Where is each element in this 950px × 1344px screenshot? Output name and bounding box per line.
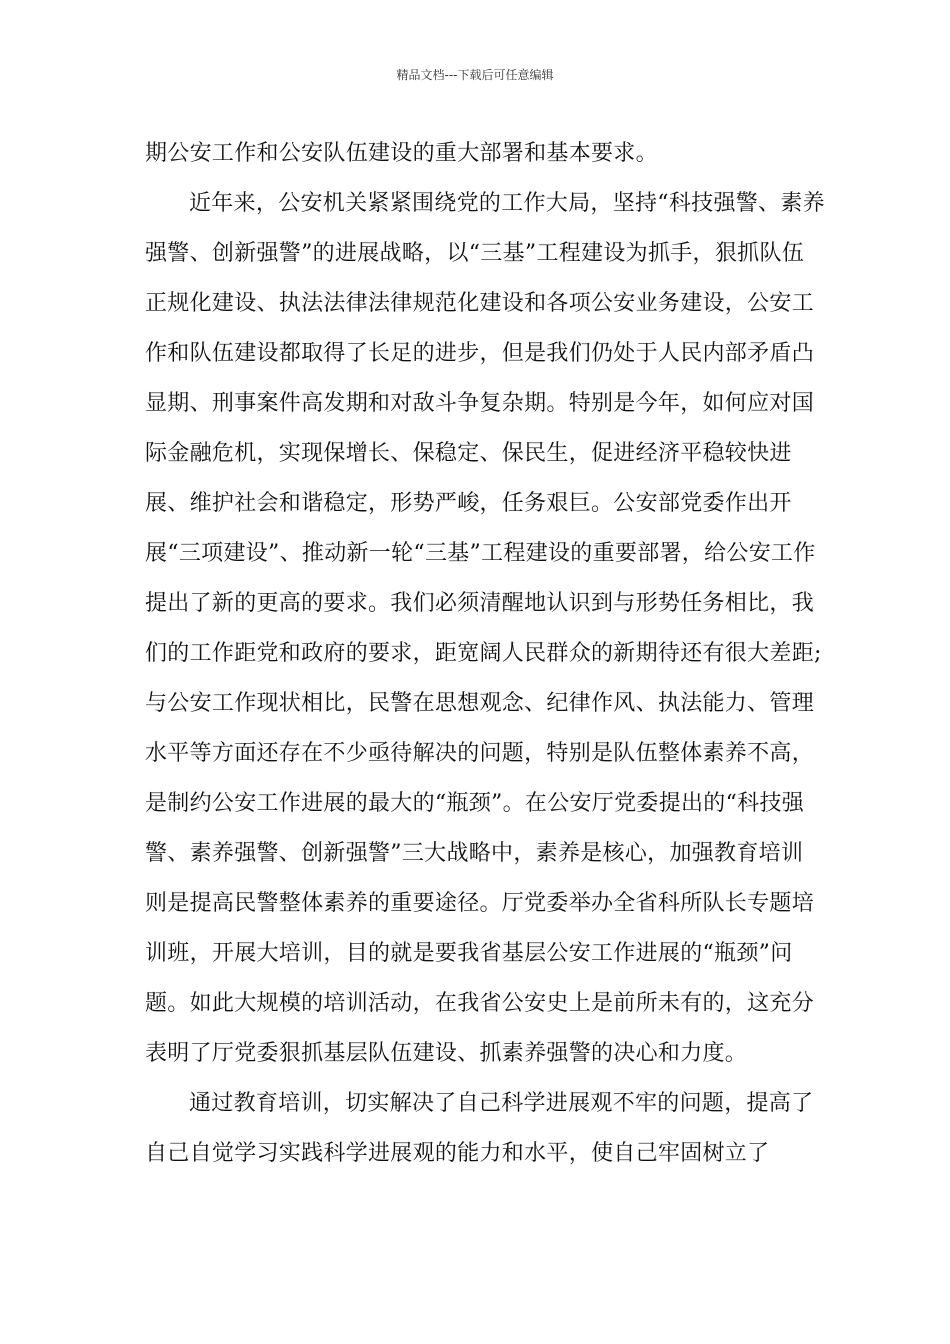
paragraph-1: 期公安工作和公安队伍建设的重大部署和基本要求。 <box>145 141 658 166</box>
document-body <box>145 129 825 1179</box>
paragraph-2: 近年来，公安机关紧紧围绕党的工作大局，坚持“科技强警、素养强警、创新强警”的进展战略，以“三基”工程建设为抓手，狠抓队伍正规化建设、执法法律法律规范化建设和各项公安业务建设，公安工作和队伍建设都取得了长足的进步，但是我们仍处于人民内部矛盾凸显期、刑事案件高发期和对敌斗争复杂期。特别是今年，如何应对国际金融危机，实现保增长、保稳定、保民生，促进经济平稳较快进展、维护社会和谐稳定，形势严峻，任务艰巨。公安部党委作出开展“三项建设”、推动新一轮“三基”工程建设的重要部署，给公安工作提出了新的更高的要求。我们必须清醒地认识到与形势任务相比，我们的工作距党和政府的要求，距宽阔人民群众的新期待还有很大差距;与公安工作现状相比，民警在思想观念、纪律作风、执法能力、管理水平等方面还存在不少亟待解决的问题，特别是队伍整体素养不高，是制约公安工作进展的最大的“瓶颈”。在公安厅党委提出的“科技强警、素养强警、创新强警”三大战略中，素养是核心，加强教育培训则是提高民警整体素养的重要途径。厅党委举办全省科所队长专题培训班，开展大培训，目的就是要我省基层公安工作进展的“瓶颈”问题。如此大规模的培训活动，在我省公安史上是前所未有的，这充分表明了厅党委狠抓基层队伍建设、抓素养强警的决心和力度。 <box>145 191 825 1066</box>
page-header: 精品文档---下载后可任意编辑 <box>396 68 554 82</box>
paragraph-3: 通过教育培训，切实解决了自己科学进展观不牢的问题，提高了自己自觉学习实践科学进展观的能力和水平，使自己牢固树立了 <box>145 1091 814 1166</box>
